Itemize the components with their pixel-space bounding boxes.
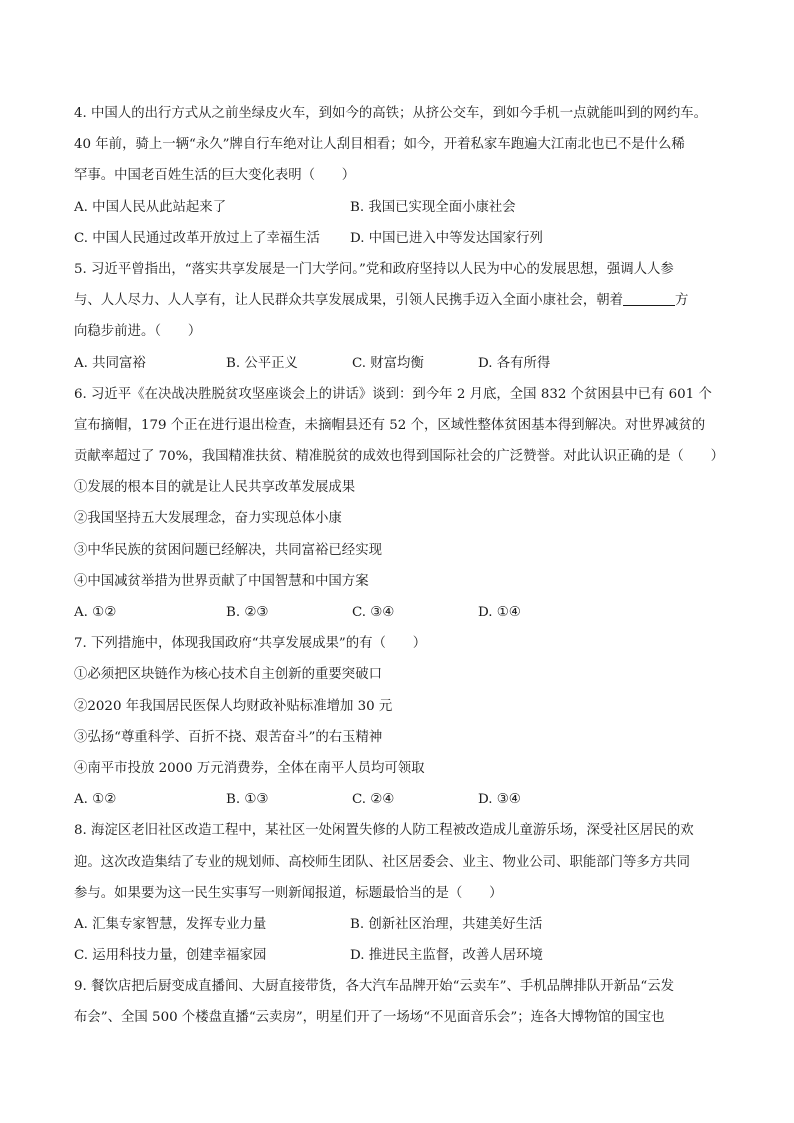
question-text-line: 40 年前，骑上一辆“永久”牌自行车绝对让人刮目相看；如今，开着私家车跑遍大江南北也已不是什么稀 [74, 137, 685, 153]
option-b: B. ①③ [226, 792, 269, 808]
question-text-line: 罕事。中国老百姓生活的巨大变化表明（ ） [74, 168, 356, 184]
question-text-line: 9. 餐饮店把后厨变成直播间、大厨直接带货，各大汽车品牌开始“云卖车”、手机品牌排队开新品“云发 [74, 979, 674, 995]
statement-item: ④中国减贫举措为世界贡献了中国智慧和中国方案 [74, 573, 369, 589]
option-b: B. ②③ [226, 605, 269, 620]
statement-item: ①发展的根本目的就是让人民共享改革发展成果 [74, 480, 356, 496]
option-a: A. ①② [74, 792, 117, 808]
question-text-line: 宣布摘帽，179 个正在进行退出检查，未摘帽县还有 52 个，区域性整体贫困基本得到解决。对世界减贫的 [74, 417, 706, 433]
option-d: D. 各有所得 [478, 355, 551, 371]
option-row [74, 940, 734, 971]
question-7 [74, 628, 734, 815]
option-a: A. 汇集专家智慧，发挥专业力量 [74, 916, 267, 932]
option-a: A. ①② [74, 605, 117, 620]
question-text-segment: 方 [675, 293, 689, 309]
question-6 [74, 379, 734, 629]
option-a: A. 中国人民从此站起来了 [74, 199, 227, 215]
option-b: B. 公平正义 [226, 355, 298, 371]
option-c: C. 财富均衡 [352, 355, 424, 371]
question-text-segment: 与、人人尽力、人人享有，让人民群众共享发展成果，引领人民携手迈入全面小康社会，朝着 [74, 293, 624, 309]
option-row [74, 223, 734, 254]
option-row [74, 192, 734, 223]
question-text-line: 6. 习近平《在决战决胜脱贫攻坚座谈会上的讲话》谈到：到今年 2 月底，全国 832 个贫困县中已有 601 个 [74, 386, 712, 402]
option-c: C. ②④ [352, 792, 395, 808]
question-8 [74, 815, 734, 971]
statement-item: ②我国坚持五大发展理念，奋力实现总体小康 [74, 511, 342, 527]
question-text-line: 7. 下列措施中，体现我国政府“共享发展成果”的有（ ） [74, 636, 427, 652]
answer-blank [623, 291, 675, 306]
question-text-line: 布会”、全国 500 个楼盘直播“云卖房”，明星们开了一场场“不见面音乐会”；连各大博物馆的国宝也 [74, 1010, 665, 1026]
question-text-line: 参与。如果要为这一民生实事写一则新闻报道，标题最恰当的是（ ） [74, 885, 503, 901]
option-d: D. ③④ [478, 792, 521, 808]
exam-page [74, 98, 734, 1034]
question-text-line: 5. 习近平曾指出，“落实共享发展是一门大学问。”党和政府坚持以人民为中心的发展思想，强调人人参 [74, 261, 674, 277]
question-text-line: 迎。这次改造集结了专业的规划师、高校师生团队、社区居委会、业主、物业公司、职能部门等多方共同 [74, 854, 690, 870]
statement-item: ④南平市投放 2000 万元消费券，全体在南平人员均可领取 [74, 760, 425, 776]
option-c: C. 运用科技力量，创建幸福家园 [74, 948, 267, 964]
question-text-line: 8. 海淀区老旧社区改造工程中，某社区一处闲置失修的人防工程被改造成儿童游乐场，深受社区居民的欢 [74, 823, 694, 839]
option-row [74, 348, 734, 379]
question-9 [74, 971, 734, 1033]
option-c: C. ③④ [352, 605, 395, 620]
statement-item: ②2020 年我国居民医保人均财政补贴标准增加 30 元 [74, 698, 393, 714]
statement-item: ①必须把区块链作为核心技术自主创新的重要突破口 [74, 667, 382, 683]
statement-item: ③中华民族的贫困问题已经解决，共同富裕已经实现 [74, 542, 382, 558]
question-5 [74, 254, 734, 379]
option-a: A. 共同富裕 [74, 355, 146, 371]
option-c: C. 中国人民通过改革开放过上了幸福生活 [74, 230, 320, 246]
option-d: D. 中国已进入中等发达国家行列 [350, 230, 543, 246]
option-b: B. 我国已实现全面小康社会 [350, 199, 516, 215]
question-text-line: 贡献率超过了 70%，我国精准扶贫、精准脱贫的成效也得到国际社会的广泛赞誉。对此认识正确的是（ ） [74, 449, 724, 465]
question-text-line: 4. 中国人的出行方式从之前坐绿皮火车，到如今的高铁；从挤公交车，到如今手机一点就能叫到的网约车。 [74, 106, 707, 121]
statement-item: ③弘扬“尊重科学、百折不挠、艰苦奋斗”的右玉精神 [74, 729, 383, 745]
option-d: D. ①④ [478, 605, 521, 620]
option-d: D. 推进民主监督，改善人居环境 [350, 948, 543, 964]
option-row [74, 597, 734, 628]
question-text-line: 向稳步前进。（ ） [74, 324, 202, 340]
question-4 [74, 98, 734, 254]
question-text-line [74, 285, 734, 316]
option-b: B. 创新社区治理，共建美好生活 [350, 916, 543, 932]
option-row [74, 784, 734, 815]
option-row [74, 909, 734, 940]
